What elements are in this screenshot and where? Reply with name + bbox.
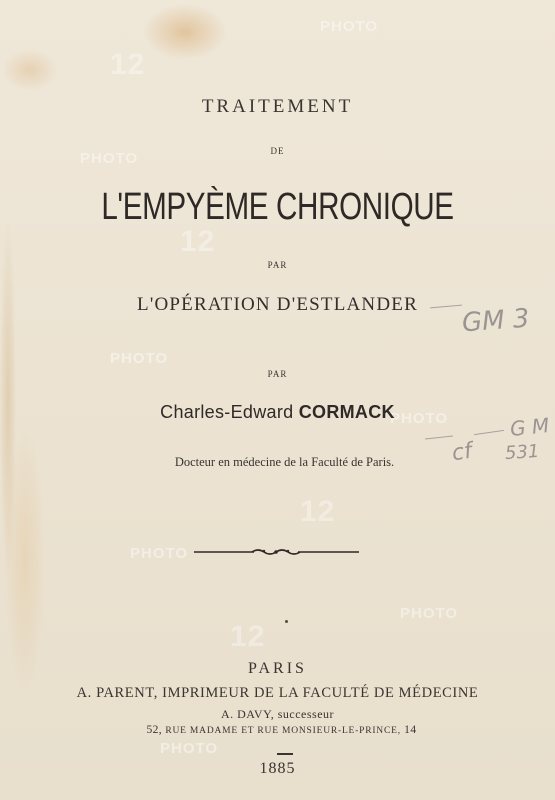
watermark: PHOTO — [110, 350, 169, 367]
watermark: PHOTO — [160, 740, 219, 757]
handwritten-note: GM 3 — [461, 303, 531, 339]
conjunction-par: PAR — [267, 260, 288, 270]
watermark: PHOTO — [320, 18, 379, 35]
watermark: PHOTO — [400, 605, 459, 622]
watermark: PHOTO — [390, 410, 449, 427]
address-suffix: 14 — [404, 724, 417, 736]
short-rule — [277, 753, 293, 755]
author-given-name: Charles-Edward — [160, 402, 294, 422]
decorative-rule-ornament — [194, 546, 359, 558]
pencil-stroke — [425, 436, 453, 440]
watermark-number: 12 — [180, 225, 216, 258]
main-title: L'EMPYÈME CHRONIQUE — [101, 186, 454, 228]
title-line-traitement: TRAITEMENT — [201, 96, 354, 117]
address-number: 52, — [146, 724, 163, 736]
author-name — [0, 402, 555, 423]
successor-line: A. DAVY, successeur — [220, 707, 335, 721]
watermark: PHOTO — [80, 150, 139, 167]
publication-year: 1885 — [259, 760, 296, 777]
handwritten-note: 531 — [504, 440, 541, 465]
pencil-stroke — [474, 430, 504, 435]
watermark-number: 12 — [230, 620, 266, 653]
watermark-number: 12 — [300, 495, 336, 528]
author-credentials: Docteur en médecine de la Faculté de Paris. — [174, 455, 395, 469]
watermark: PHOTO — [130, 545, 189, 562]
handwritten-note: G M — [508, 413, 551, 441]
conjunction-de: DE — [270, 146, 285, 156]
printer-line: A. PARENT, IMPRIMEUR DE LA FACULTÉ DE MÉDECINE — [76, 685, 479, 701]
author-surname: CORMACK — [298, 402, 395, 422]
conjunction-par-author: PAR — [267, 369, 288, 379]
publication-place: PARIS — [248, 660, 307, 677]
subtitle-operation: L'OPÉRATION D'ESTLANDER — [137, 294, 418, 315]
handwritten-note: cf — [450, 438, 474, 467]
ink-dot — [285, 620, 288, 623]
address-street: RUE MADAME ET RUE MONSIEUR-LE-PRINCE, — [165, 726, 401, 736]
printer-address — [4, 724, 555, 736]
watermark-number: 12 — [110, 48, 146, 81]
